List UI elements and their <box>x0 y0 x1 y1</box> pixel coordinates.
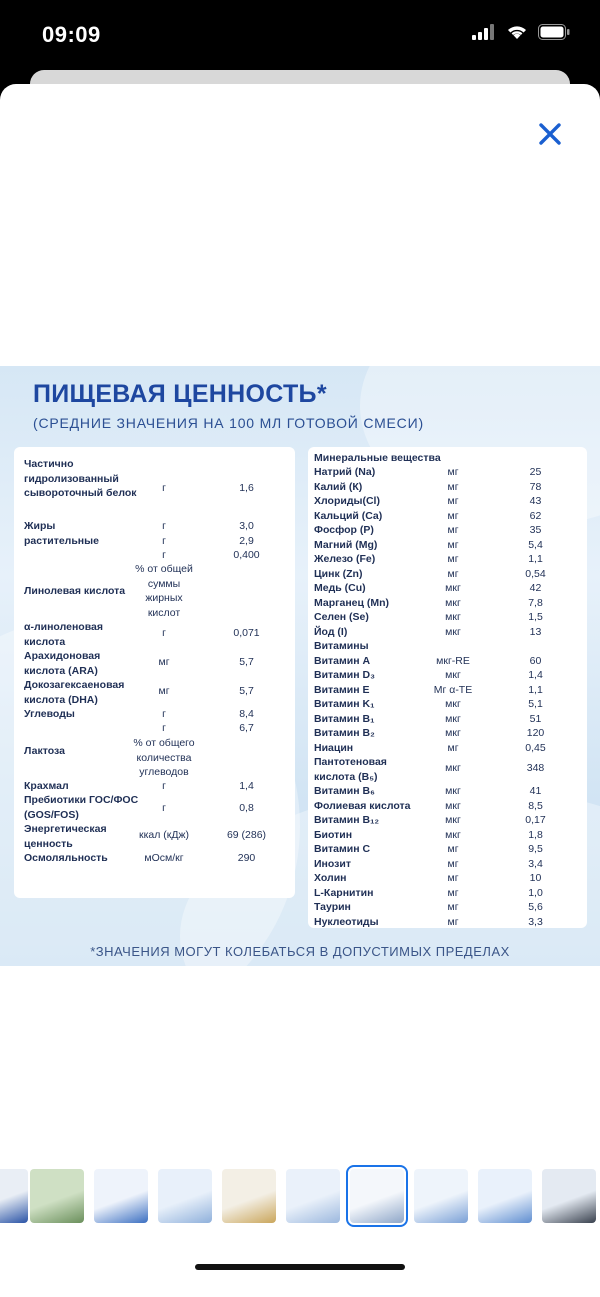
nutrient-name: Витамины <box>314 640 369 652</box>
nutrient-unit: мг <box>447 481 459 493</box>
nutrient-unit: мкг <box>445 698 461 710</box>
nutrient-value: 290 <box>237 852 256 864</box>
nutrient-name: Кальций (Ca) <box>314 510 383 522</box>
nutrient-unit: мОсм/кг <box>144 852 184 864</box>
nutrient-value: 8,5 <box>528 800 543 812</box>
nutrient-unit: г <box>162 722 166 734</box>
nutrient-name: Витамин B₆ <box>314 785 375 797</box>
nutrient-name: Магний (Mg) <box>314 539 378 551</box>
nutrient-unit: Мг α-TE <box>433 684 473 696</box>
thumbnail-item[interactable] <box>222 1169 276 1223</box>
nutrient-name: Витамин B₁ <box>314 713 375 725</box>
nutrient-name: Витамин K₁ <box>314 698 375 710</box>
nutrient-value: 348 <box>526 762 545 774</box>
nutrition-table-right <box>308 447 587 928</box>
nutrient-value: 1,4 <box>528 669 543 681</box>
nutrient-unit: мг <box>447 539 459 551</box>
thumbnail-item[interactable] <box>286 1169 340 1223</box>
nutrient-name: Марганец (Mn) <box>314 597 390 609</box>
nutrient-unit: г <box>162 708 166 720</box>
footnote: *ЗНАЧЕНИЯ МОГУТ КОЛЕБАТЬСЯ В ДОПУСТИМЫХ ПРЕДЕЛАХ <box>90 944 510 959</box>
nutrient-unit: % от общей суммы жирных кислот <box>135 563 193 619</box>
nutrient-unit: мкг <box>445 597 461 609</box>
nutrient-name: Йод (I) <box>314 626 348 638</box>
nutrient-name: Ниацин <box>314 742 354 754</box>
nutrient-value: 2,9 <box>239 535 254 547</box>
nutrient-value: 1,0 <box>528 887 543 899</box>
nutrient-unit: г <box>162 520 166 532</box>
nutrient-value: 0,54 <box>525 568 546 580</box>
nutrient-value: 78 <box>529 481 542 493</box>
nutrient-name: α-линоленовая кислота <box>24 621 103 648</box>
nutrient-unit: мг <box>447 742 459 754</box>
thumbnail-item[interactable] <box>30 1169 84 1223</box>
nutrient-unit: мг <box>447 887 459 899</box>
nutrient-unit: г <box>162 802 166 814</box>
nutrient-value: 5,1 <box>528 698 543 710</box>
nutrient-unit: мг <box>447 872 459 884</box>
nutrient-unit: мг <box>447 858 459 870</box>
nutrient-value: 1,5 <box>528 611 543 623</box>
nutrient-unit: мкг <box>445 829 461 841</box>
nutrient-unit: мкг <box>445 727 461 739</box>
nutrient-name: Энергетическая ценность <box>24 823 107 850</box>
nutrient-value: 120 <box>526 727 545 739</box>
thumbnail-item[interactable] <box>350 1169 404 1223</box>
nutrient-value: 5,4 <box>528 539 543 551</box>
home-indicator <box>195 1264 405 1270</box>
nutrient-name: Линолевая кислота <box>24 585 126 597</box>
nutrition-title: ПИЩЕВАЯ ЦЕННОСТЬ* <box>33 380 327 408</box>
nutrient-name: Докозагексаеновая кислота (DHA) <box>24 679 125 706</box>
nutrient-value: 69 (286) <box>226 829 267 841</box>
thumbnail-strip <box>0 1169 600 1229</box>
nutrient-name: Витамин D₃ <box>314 669 375 681</box>
nutrient-name: Калий (К) <box>314 481 363 493</box>
nutrient-name: Жиры <box>24 520 56 532</box>
nutrient-value: 3,0 <box>239 520 254 532</box>
nutrient-value: 13 <box>529 626 542 638</box>
battery-icon <box>538 24 570 40</box>
nutrient-value: 7,8 <box>528 597 543 609</box>
nutrient-name: Витамин Е <box>314 684 370 696</box>
nutrient-name: Медь (Cu) <box>314 582 366 594</box>
nutrient-unit: г <box>162 535 166 547</box>
nutrition-subtitle: (СРЕДНИЕ ЗНАЧЕНИЯ НА 100 МЛ ГОТОВОЙ СМЕСИ) <box>33 415 424 431</box>
nutrient-unit: г <box>162 780 166 792</box>
thumbnail-item[interactable] <box>0 1169 28 1223</box>
nutrient-name: Биотин <box>314 829 353 841</box>
nutrient-unit: % от общего количества углеводов <box>133 737 195 778</box>
nutrient-unit: мкг <box>445 814 461 826</box>
close-icon[interactable] <box>536 120 564 148</box>
nutrient-unit: мг <box>447 466 459 478</box>
nutrient-name: L-Карнитин <box>314 887 374 899</box>
nutrient-unit: г <box>162 549 166 561</box>
nutrient-unit: мкг <box>445 669 461 681</box>
nutrient-unit: мкг <box>445 626 461 638</box>
nutrient-name: Нуклеотиды <box>314 916 379 928</box>
nutrient-value: 6,7 <box>239 722 254 734</box>
nutrient-unit: мг <box>158 685 170 697</box>
nutrient-value: 3,3 <box>528 916 543 928</box>
nutrient-name: Витамин B₁₂ <box>314 814 380 826</box>
nutrient-name: Холин <box>314 872 347 884</box>
nutrient-value: 60 <box>529 655 542 667</box>
nutrient-value: 62 <box>529 510 542 522</box>
nutrient-unit: мкг <box>445 785 461 797</box>
nutrient-name: Таурин <box>314 901 351 913</box>
nutrient-name: Железо (Fe) <box>314 553 376 565</box>
nutrient-name: Витамин B₂ <box>314 727 375 739</box>
nutrient-value: 0,45 <box>525 742 546 754</box>
nutrient-unit: мг <box>447 843 459 855</box>
nutrient-unit: г <box>162 627 166 639</box>
nutrient-unit: мг <box>447 524 459 536</box>
nutrient-name: Арахидоновая кислота (ARA) <box>24 650 101 677</box>
nutrient-name: Хлориды(Cl) <box>314 495 380 507</box>
nutrient-name: Крахмал <box>24 780 69 792</box>
nutrient-name: Витамин С <box>314 843 371 855</box>
nutrient-unit: г <box>162 482 166 494</box>
nutrient-name: Фолиевая кислота <box>314 800 411 812</box>
nutrient-value: 3,4 <box>528 858 543 870</box>
nutrient-value: 25 <box>529 466 542 478</box>
nutrient-unit: мг <box>447 553 459 565</box>
nutrient-value: 0,071 <box>233 627 260 639</box>
nutrient-value: 42 <box>529 582 542 594</box>
status-bar <box>0 0 600 70</box>
nutrient-value: 1,1 <box>528 553 543 565</box>
nutrient-unit: ккал (кДж) <box>138 829 190 841</box>
status-time: 09:09 <box>42 22 101 47</box>
nutrient-unit: мг <box>447 568 459 580</box>
nutrient-unit: мкг <box>445 582 461 594</box>
nutrient-value: 51 <box>529 713 542 725</box>
nutrient-name: Углеводы <box>24 708 75 720</box>
nutrient-name: Натрий (Na) <box>314 466 376 478</box>
nutrient-value: 1,4 <box>239 780 254 792</box>
nutrient-value: 41 <box>529 785 542 797</box>
nutrient-value: 8,4 <box>239 708 254 720</box>
thumbnail-item[interactable] <box>414 1169 468 1223</box>
cellular-signal-icon <box>472 24 496 40</box>
nutrient-value: 9,5 <box>528 843 543 855</box>
nutrient-value: 5,7 <box>239 685 254 697</box>
nutrient-unit: мкг <box>445 713 461 725</box>
nutrient-name: Пребиотики ГОС/ФОС (GOS/FOS) <box>24 794 139 821</box>
nutrient-name: Инозит <box>314 858 351 870</box>
nutrient-value: 1,1 <box>528 684 543 696</box>
nutrient-value: 10 <box>529 872 542 884</box>
nutrient-name: Лактоза <box>24 745 65 757</box>
nutrient-name: Минеральные вещества <box>314 452 441 464</box>
image-viewer-sheet <box>0 84 600 1297</box>
nutrition-table-left <box>14 447 295 898</box>
thumbnail-item[interactable] <box>542 1169 596 1223</box>
thumbnail-item[interactable] <box>478 1169 532 1223</box>
nutrient-unit: мг <box>447 495 459 507</box>
nutrient-unit: мг <box>447 916 459 928</box>
nutrient-value: 1,8 <box>528 829 543 841</box>
nutrient-name: Пантотеновая кислота (B₅) <box>314 756 387 783</box>
nutrient-unit: мкг-RE <box>436 655 470 667</box>
nutrient-value: 1,6 <box>239 482 254 494</box>
nutrient-name: Селен (Se) <box>314 611 369 623</box>
nutrient-unit: мг <box>447 510 459 522</box>
nutrient-value: 35 <box>529 524 542 536</box>
nutrient-value: 5,6 <box>528 901 543 913</box>
nutrient-value: 43 <box>529 495 542 507</box>
nutrient-unit: мг <box>447 901 459 913</box>
nutrient-value: 0,400 <box>233 549 260 561</box>
nutrient-name: Фосфор (P) <box>314 524 374 536</box>
nutrition-image <box>0 366 600 966</box>
wifi-icon <box>506 24 528 40</box>
nutrient-name: Осмоляльность <box>24 852 108 864</box>
nutrient-unit: мкг <box>445 800 461 812</box>
thumbnail-item[interactable] <box>158 1169 212 1223</box>
nutrient-name: Витамин А <box>314 655 371 667</box>
nutrient-name: растительные <box>24 535 99 547</box>
nutrient-unit: мкг <box>445 762 461 774</box>
nutrient-value: 5,7 <box>239 656 254 668</box>
nutrient-value: 0,8 <box>239 802 254 814</box>
nutrient-unit: мкг <box>445 611 461 623</box>
nutrient-unit: мг <box>158 656 170 668</box>
nutrient-value: 0,17 <box>525 814 546 826</box>
thumbnail-item[interactable] <box>94 1169 148 1223</box>
nutrient-name: Цинк (Zn) <box>314 568 363 580</box>
nutrient-name: Частично гидролизованный сывороточный белок <box>24 458 137 499</box>
